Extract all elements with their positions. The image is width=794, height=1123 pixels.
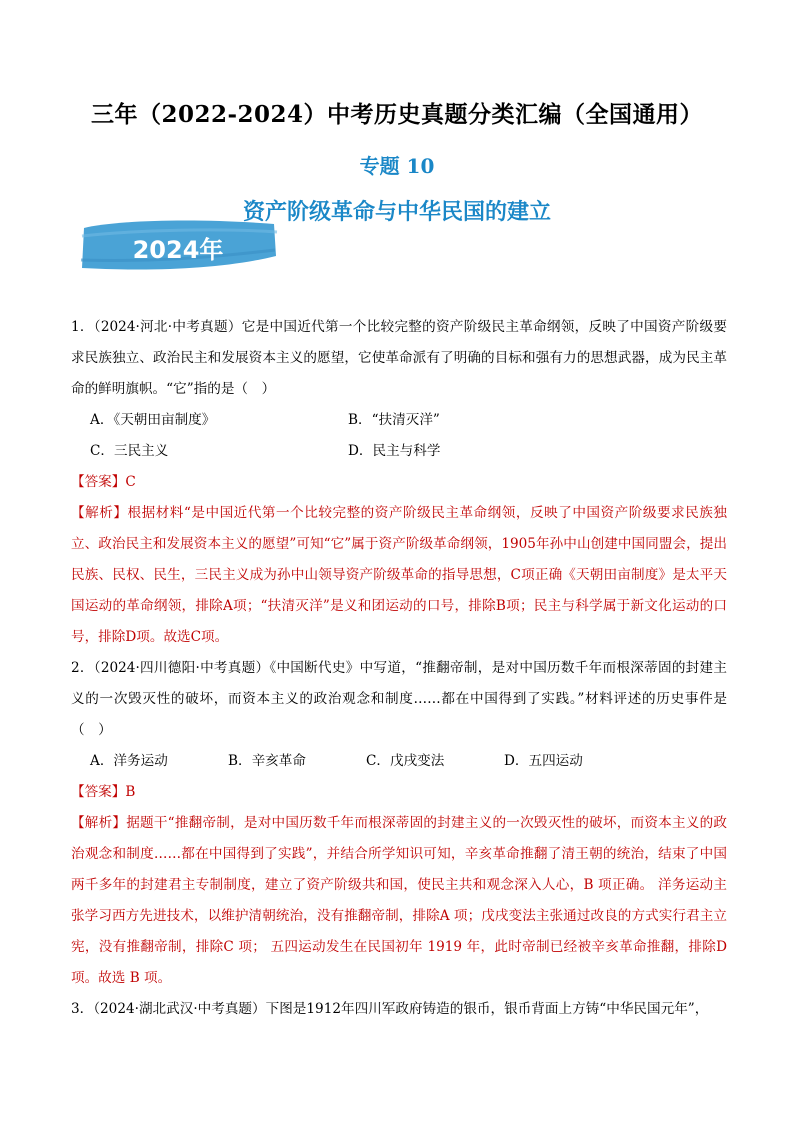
year-badge-text: 2024年 [132,236,224,264]
explain-tag: 【解析】 [71,505,128,521]
option-d: D．五四运动 [504,753,583,769]
question-1-answer [71,467,727,498]
question-1-stem: 1．（2024·河北·中考真题）它是中国近代第一个比较完整的资产阶级民主革命纲领，反映了中国资产阶级要求民族独立、政治民主和发展资本主义的愿望，它使革命派有了明确的目标和强有力的思想武器，成为民主革命的鲜明旗帜。“它”指的是（ ） [71,319,727,397]
question-1-options [71,405,727,467]
year-badge [78,216,278,278]
question-2-answer [71,777,727,808]
answer-value: C [125,474,136,490]
question-1-explanation [71,498,727,653]
option-b: B．“扶清灭洋” [348,412,440,428]
question-list [71,312,727,1025]
document-title: 三年（2022-2024）中考历史真题分类汇编（全国通用） [90,101,704,128]
question-2-explanation [71,808,727,994]
answer-tag: 【答案】 [71,784,126,800]
answer-tag: 【答案】 [71,474,126,490]
option-b: B．辛亥革命 [228,753,306,769]
answer-value: B [125,784,136,800]
topic-name: 资产阶级革命与中华民国的建立 [242,199,551,225]
option-c: C．戊戌变法 [366,753,445,769]
question-3-stem: 3．（2024·湖北武汉·中考真题）下图是1912年四川军政府铸造的银币，银币背面上方铸“中华民国元年”， [71,1001,709,1017]
question-2-stem: 2．（2024·四川德阳·中考真题）《中国断代史》中写道，“推翻帝制，是对中国历数千年而根深蒂固的封建主义的一次毁灭性的破坏，而资本主义的政治观念和制度……都在中国得到了实践。”材料评述的历史事件是（ ） [71,660,727,738]
topic-number: 专题 10 [359,154,435,178]
option-a: A．《天朝田亩制度》 [90,412,216,428]
option-a: A．洋务运动 [90,753,168,769]
explain-text: 据题干“推翻帝制，是对中国历数千年而根深蒂固的封建主义的一次毁灭性的破坏，而资本主义的政治观念和制度……都在中国得到了实践”，并结合所学知识可知，辛亥革命推翻了清王朝的统治，结束了中国两千多年的封建君主专制制度，建立了资产阶级共和国，使民主共和观念深入人心，B 项正确。 洋务运动主张学习西方先进技术，以维护清朝统治，没有推翻帝制，排除A 项；戊戌变法主张通过改良的方式实行君主立宪，没有推翻帝制，排除C 项； 五四运动发生在民国初年 1919 年，此时帝制已经被辛亥革命推翻，排除D 项。故选 B 项。 [71,815,728,986]
explain-text: 根据材料“是中国近代第一个比较完整的资产阶级民主革命纲领，反映了中国资产阶级要求民族独立、政治民主和发展资本主义的愿望”可知“它”属于资产阶级革命纲领，1905年孙中山创建中国同盟会，提出民族、民权、民生，三民主义成为孙中山领导资产阶级革命的指导思想，C项正确《天朝田亩制度》是太平天国运动的革命纲领，排除A项；“扶清灭洋”是义和团运动的口号，排除B项；民主与科学属于新文化运动的口号，排除D项。故选C项。 [71,505,728,645]
option-d: D．民主与科学 [348,443,441,459]
option-c: C．三民主义 [90,443,169,459]
question-2-options [71,746,727,777]
explain-tag: 【解析】 [71,815,127,831]
